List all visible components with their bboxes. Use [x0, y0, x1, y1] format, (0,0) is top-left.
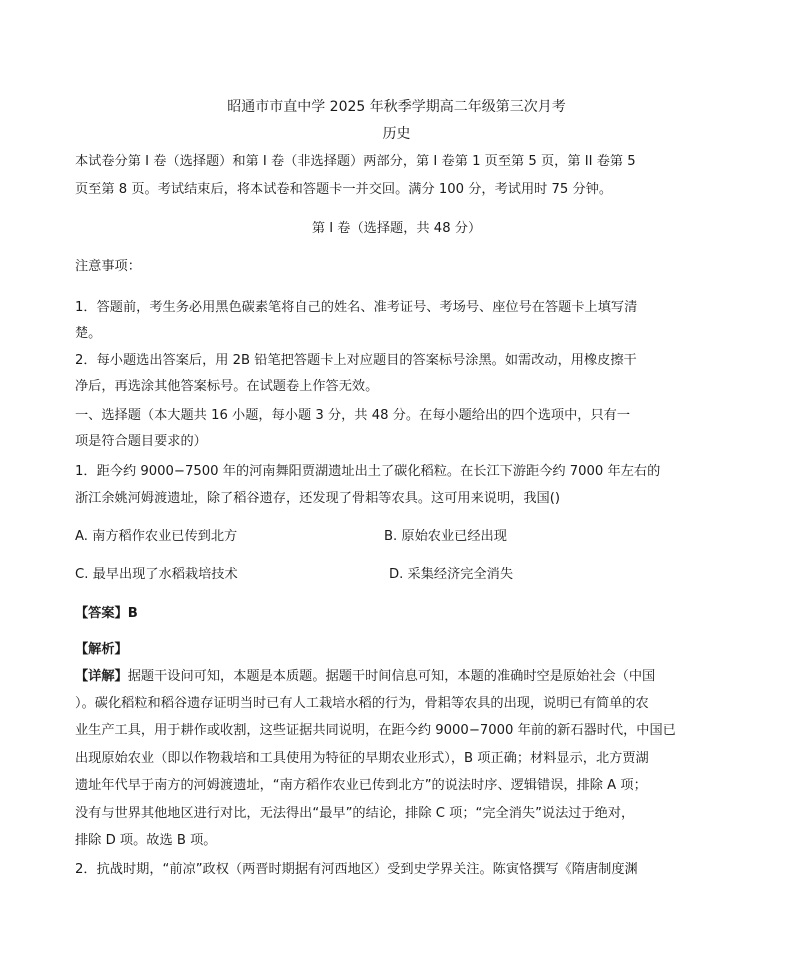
- detail-line-2: ）。碳化稻粒和稻谷遗存证明当时已有人工栽培水稻的行为，骨耜等农具的出现，说明已有简单的农: [75, 696, 649, 711]
- part1-line-1: 一、选择题（本大题共 16 小题，每小题 3 分，共 48 分。在每小题给出的四个选项中，只有一: [75, 408, 631, 423]
- notice-item-2-line-1: 2．每小题选出答案后，用 2B 铅笔把答题卡上对应题目的答案标号涂黑。如需改动，用橡皮擦干: [75, 353, 637, 368]
- detail-line-4: 出现原始农业（即以作物栽培和工具使用为特征的早期农业形式），B 项正确；材料显示，北方贾湖: [75, 751, 649, 766]
- notice-item-2-line-2: 净后，再选涂其他答案标号。在试题卷上作答无效。: [75, 379, 379, 394]
- answer-value: B: [127, 606, 138, 621]
- analysis-line: [75, 640, 715, 660]
- detail-line-1: [75, 667, 715, 687]
- intro-line-2: 页至第 8 页。考试结束后，将本试卷和答题卡一并交回。满分 100 分，考试用时 75 分钟。: [75, 182, 613, 197]
- question-1-stem-line-1: 1．距今约 9000−7500 年的河南舞阳贾湖遗址出土了碳化稻粒。在长江下游距今约 7000 年左右的: [75, 464, 661, 479]
- intro-line-1: 本试卷分第 I 卷（选择题）和第 I 卷（非选择题）两部分，第 I 卷第 1 页至第 5 页，第 II 卷第 5: [75, 154, 636, 169]
- detail-text-1: 据题干设问可知，本题是本质题。据题干时间信息可知，本题的准确时空是原始社会（中国: [127, 669, 656, 684]
- exam-title: 昭通市市直中学 2025 年秋季学期高二年级第三次月考: [227, 99, 566, 115]
- notice-item-1-line-1: 1．答题前，考生务必用黑色碳素笔将自己的姓名、准考证号、考场号、座位号在答题卡上填写清: [75, 300, 638, 315]
- part1-line-2: 项是符合题目要求的）: [75, 434, 207, 449]
- option-a: A. 南方稻作农业已传到北方: [75, 529, 238, 544]
- question-2-stem-line-1: 2．抗战时期，“前凉”政权（两晋时期据有河西地区）受到史学界关注。陈寅恪撰写《隋唐制度渊: [75, 862, 638, 877]
- question-1-stem-line-2: 浙江余姚河姆渡遗址，除了稻谷遗存，还发现了骨耜等农具。这可用来说明，我国(): [75, 491, 561, 506]
- answer-tag: 【答案】: [75, 606, 128, 621]
- detail-line-6: 没有与世界其他地区进行对比，无法得出“最早”的结论，排除 C 项；“完全消失”说法过于绝对，: [75, 806, 635, 821]
- detail-line-7: 排除 D 项。故选 B 项。: [75, 833, 217, 848]
- section-title: 第 I 卷（选择题，共 48 分）: [311, 221, 482, 236]
- detail-line-3: 业生产工具，用于耕作或收割，这些证据共同说明，在距今约 9000−7000 年前的新石器时代，中国已: [75, 723, 676, 738]
- option-c: C. 最早出现了水稻栽培技术: [75, 567, 238, 582]
- answer-line: [75, 604, 715, 624]
- option-d: D. 采集经济完全消失: [389, 567, 514, 582]
- notice-item-1-line-2: 楚。: [75, 326, 102, 341]
- detail-tag: 【详解】: [75, 669, 128, 684]
- subject-title: 历史: [382, 126, 411, 142]
- option-b: B. 原始农业已经出现: [384, 529, 507, 544]
- notice-heading: 注意事项：: [75, 259, 141, 274]
- analysis-tag: 【解析】: [75, 642, 128, 657]
- detail-line-5: 遗址年代早于南方的河姆渡遗址，“南方稻作农业已传到北方”的说法时序、逻辑错误，排除 A 项；: [75, 778, 647, 793]
